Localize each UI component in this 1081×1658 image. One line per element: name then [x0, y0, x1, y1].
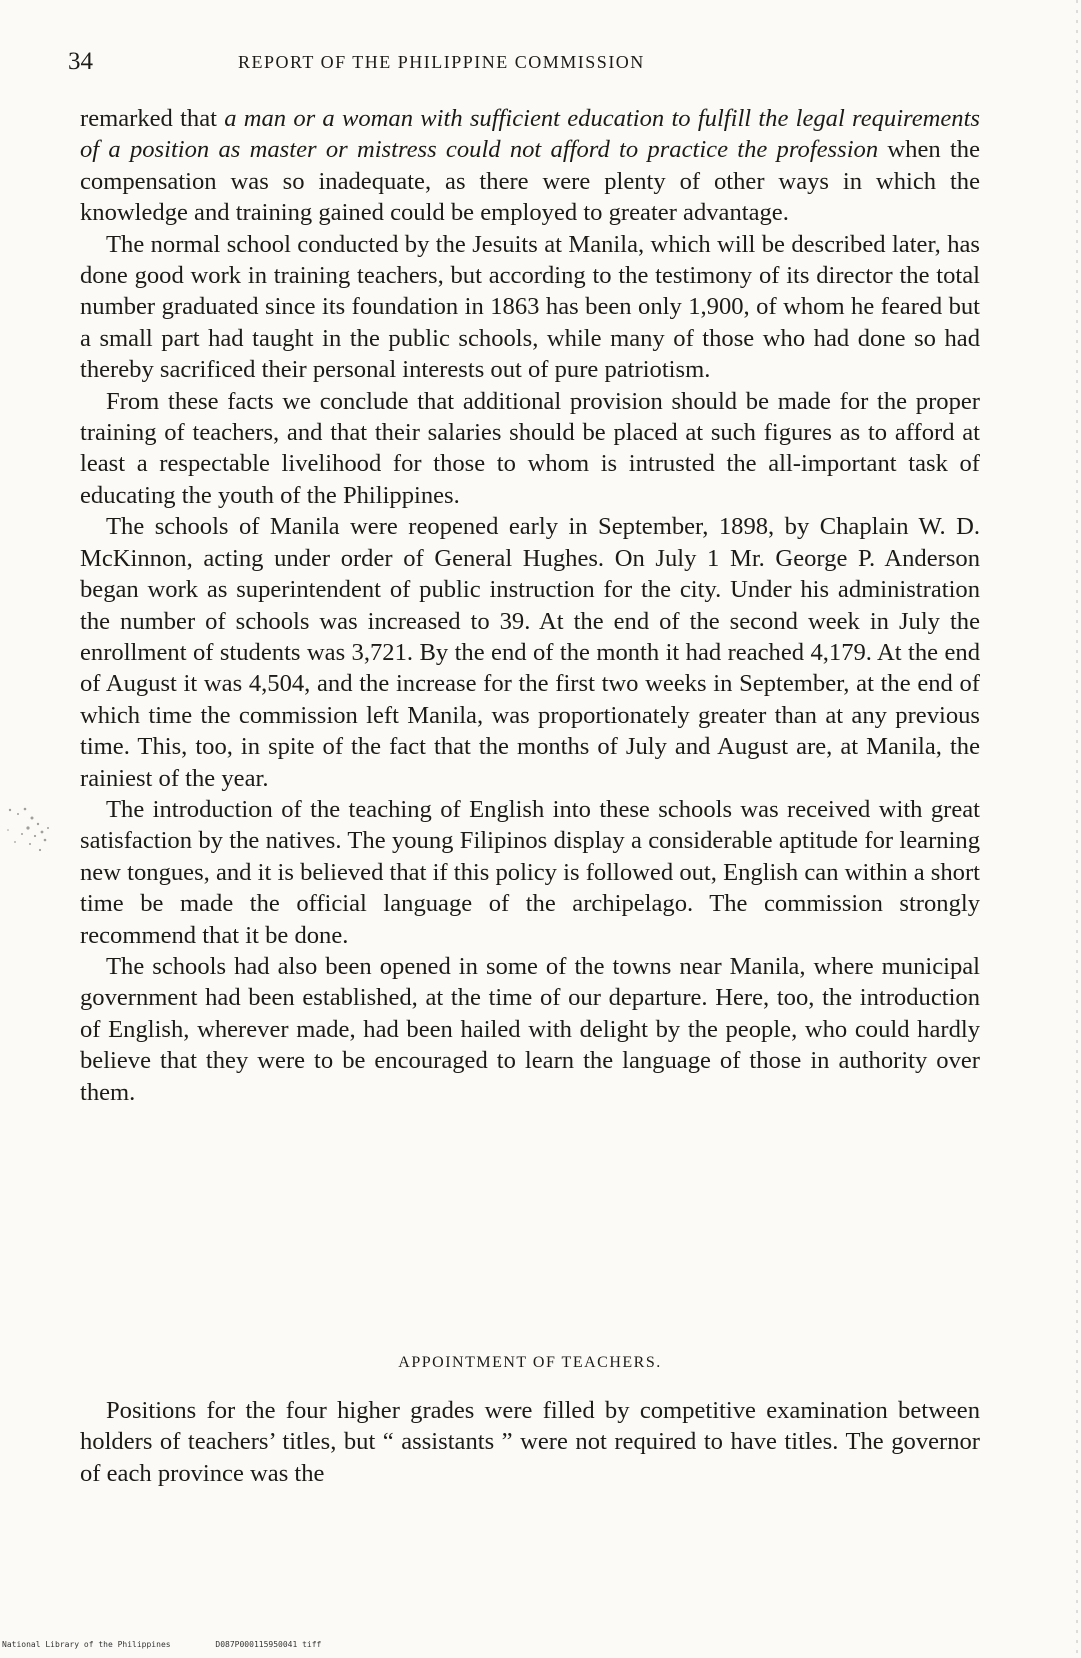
text-run: remarked that	[80, 105, 225, 132]
text-run: The normal school conducted by the Jesuits at Manila, which will be described later, has done good work in training teachers, but according to the testimony of its director the total number graduated since its foundation in 1863 has been only 1,900, of whom he feared but a small part had taught in the public schools, while many of those who had done so had thereby sacrificed their personal interests out of pure patriotism.	[80, 230, 980, 384]
page-edge-decoration	[1067, 0, 1081, 1658]
body-text-continued	[80, 1395, 980, 1489]
running-title: REPORT OF THE PHILIPPINE COMMISSION	[238, 52, 645, 72]
paragraph	[80, 511, 980, 794]
paragraph	[80, 951, 980, 1108]
text-run: The schools of Manila were reopened early in September, 1898, by Chaplain W. D. McKinnon, acting under order of General Hughes. On July 1 Mr. George P. Anderson began work as superintendent of public instruction for the city. Under his administration the number of schools was increased to 39. At the end of the second week in July the enrollment of students was 3,721. By the end of the month it had reached 4,179. At the end of August it was 4,504, and the increase for the first two weeks in September, at the end of which time the commission left Manila, was proportionately greater than at any previous time. This, too, in spite of the fact that the months of July and August are, at Manila, the rainiest of the year.	[80, 513, 980, 792]
paragraph	[80, 386, 980, 512]
paragraph: Positions for the four higher grades were filled by competitive examination between holders of teachers’ titles, but “ assistants ” were not required to have titles. The governor of each province was the	[80, 1397, 980, 1487]
footer-file: D087P000115950041 tiff	[215, 1640, 322, 1649]
text-run: when the compensation was so inadequate, as there were plenty of other ways in which the knowledge and training gained could be employed to greater advantage.	[80, 136, 980, 227]
paragraph	[80, 229, 980, 386]
body-text	[80, 103, 980, 1108]
scan-footer	[2, 1640, 361, 1649]
footer-library: National Library of the Philippines	[2, 1640, 171, 1649]
paragraph	[80, 794, 980, 951]
section-heading: APPOINTMENT OF TEACHERS.	[398, 1354, 662, 1371]
text-run: The introduction of the teaching of English into these schools was received with great satisfaction by the natives. The young Filipinos display a considerable aptitude for learning new tongues, and it is believed that if this policy is followed out, English can within a short time be made the official language of the archipelago. The commission strongly recommend that it be done.	[80, 795, 980, 949]
italic-phrase: a man or a woman with sufficient education to fulfill the legal requirements of a position as master or mistress could not afford to practice the profession	[80, 105, 980, 164]
text-run: From these facts we conclude that additional provision should be made for the proper training of teachers, and that their salaries should be placed at such figures as to afford at least a respectable livelihood for those to whom is intrusted the all-important task of educating the youth of the Philippines.	[80, 387, 980, 509]
margin-speck-decoration	[0, 800, 52, 865]
paragraph	[80, 103, 980, 229]
page-header	[68, 48, 948, 80]
page-number: 34	[68, 48, 93, 75]
text-run: The schools had also been opened in some of the towns near Manila, where municipal government had been established, at the time of our departure. Here, too, the introduction of English, wherever made, had been hailed with delight by the people, who could hardly believe that they were to be encouraged to learn the language of those in authority over them.	[80, 952, 980, 1106]
